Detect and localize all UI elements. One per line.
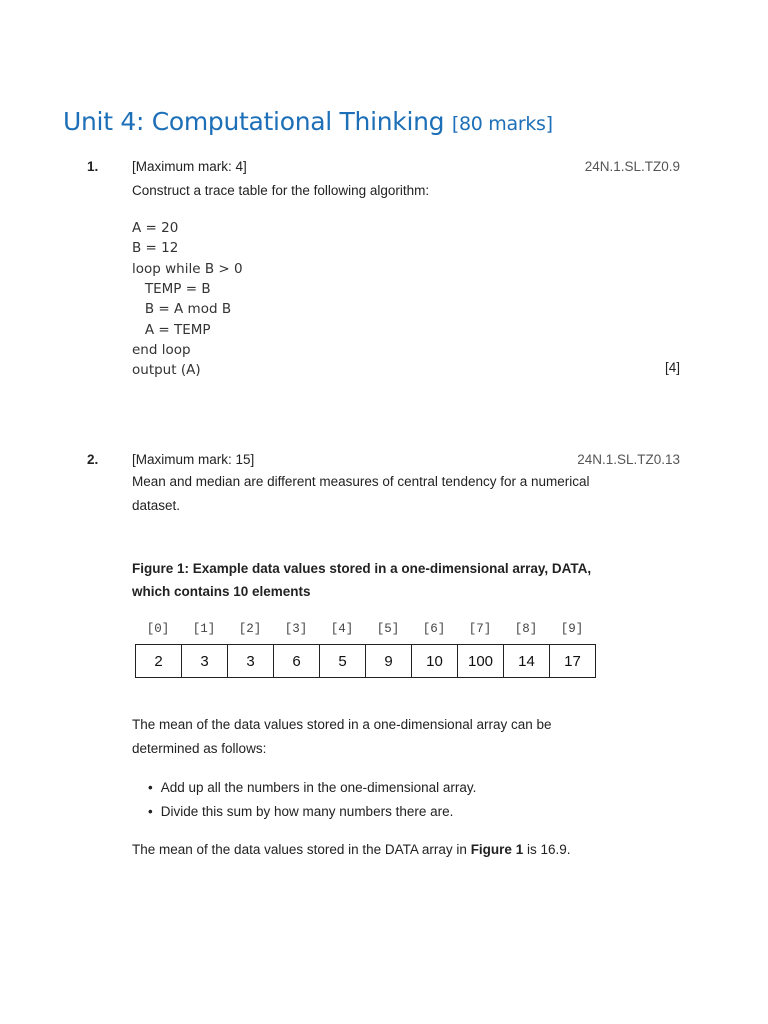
code-line: B = A mod B — [132, 301, 232, 317]
array-index: [4] — [330, 622, 354, 636]
question-2-number: 2. — [87, 452, 99, 467]
array-cell: 2 — [136, 645, 182, 677]
mean-steps-list — [148, 776, 476, 824]
code-line: end loop — [132, 342, 191, 358]
array-index: [1] — [192, 622, 216, 636]
array-cell: 6 — [274, 645, 320, 677]
question-2-intro: Mean and median are different measures of central tendency for a numerical dataset. — [132, 474, 590, 513]
mean-statement — [132, 838, 622, 862]
array-index: [8] — [514, 622, 538, 636]
question-1-number: 1. — [87, 159, 99, 174]
array-index-row — [135, 622, 595, 636]
array-index: [5] — [376, 622, 400, 636]
mean-statement-value: is 16.9. — [523, 842, 571, 857]
list-item: • Add up all the numbers in the one-dimensional array. — [148, 776, 476, 800]
mean-intro: The mean of the data values stored in a one-dimensional array can be determined as follows: — [132, 717, 552, 756]
code-line: TEMP = B — [132, 281, 211, 297]
array-cell: 3 — [182, 645, 228, 677]
array-index: [6] — [422, 622, 446, 636]
array-index: [7] — [468, 622, 492, 636]
code-line: output (A) — [132, 362, 201, 378]
array-cell: 5 — [320, 645, 366, 677]
array-cell: 9 — [366, 645, 412, 677]
array-index: [3] — [284, 622, 308, 636]
code-line: B = 12 — [132, 240, 179, 256]
array-cell: 10 — [412, 645, 458, 677]
array-cell: 17 — [550, 645, 596, 677]
code-line: A = TEMP — [132, 322, 211, 338]
question-2-reference: 24N.1.SL.TZ0.13 — [577, 452, 680, 467]
question-1-prompt: Construct a trace table for the following algorithm: — [132, 183, 430, 198]
figure-1-caption: Figure 1: Example data values stored in a one-dimensional array, DATA, which contains 10 elements — [132, 561, 592, 599]
data-array — [135, 644, 596, 678]
code-line: loop while B > 0 — [132, 261, 243, 277]
array-index: [0] — [146, 622, 170, 636]
array-cell: 100 — [458, 645, 504, 677]
page-title — [63, 107, 553, 136]
total-marks: [80 marks] — [451, 112, 553, 135]
array-cell: 14 — [504, 645, 550, 677]
list-item: • Divide this sum by how many numbers there are. — [148, 800, 476, 824]
page-title-text: Unit 4: Computational Thinking — [63, 106, 445, 136]
mean-statement-text: The mean of the data values stored in the DATA array in — [132, 842, 471, 857]
question-1-max-mark: [Maximum mark: 4] — [132, 159, 247, 174]
question-1-marks: [4] — [664, 360, 680, 375]
figure-1-reference: Figure 1 — [470, 842, 524, 857]
code-line: A = 20 — [132, 220, 179, 236]
array-cell: 3 — [228, 645, 274, 677]
array-index: [9] — [560, 622, 584, 636]
question-2-max-mark: [Maximum mark: 15] — [132, 452, 255, 467]
question-1-reference: 24N.1.SL.TZ0.9 — [584, 159, 680, 174]
array-index: [2] — [238, 622, 262, 636]
